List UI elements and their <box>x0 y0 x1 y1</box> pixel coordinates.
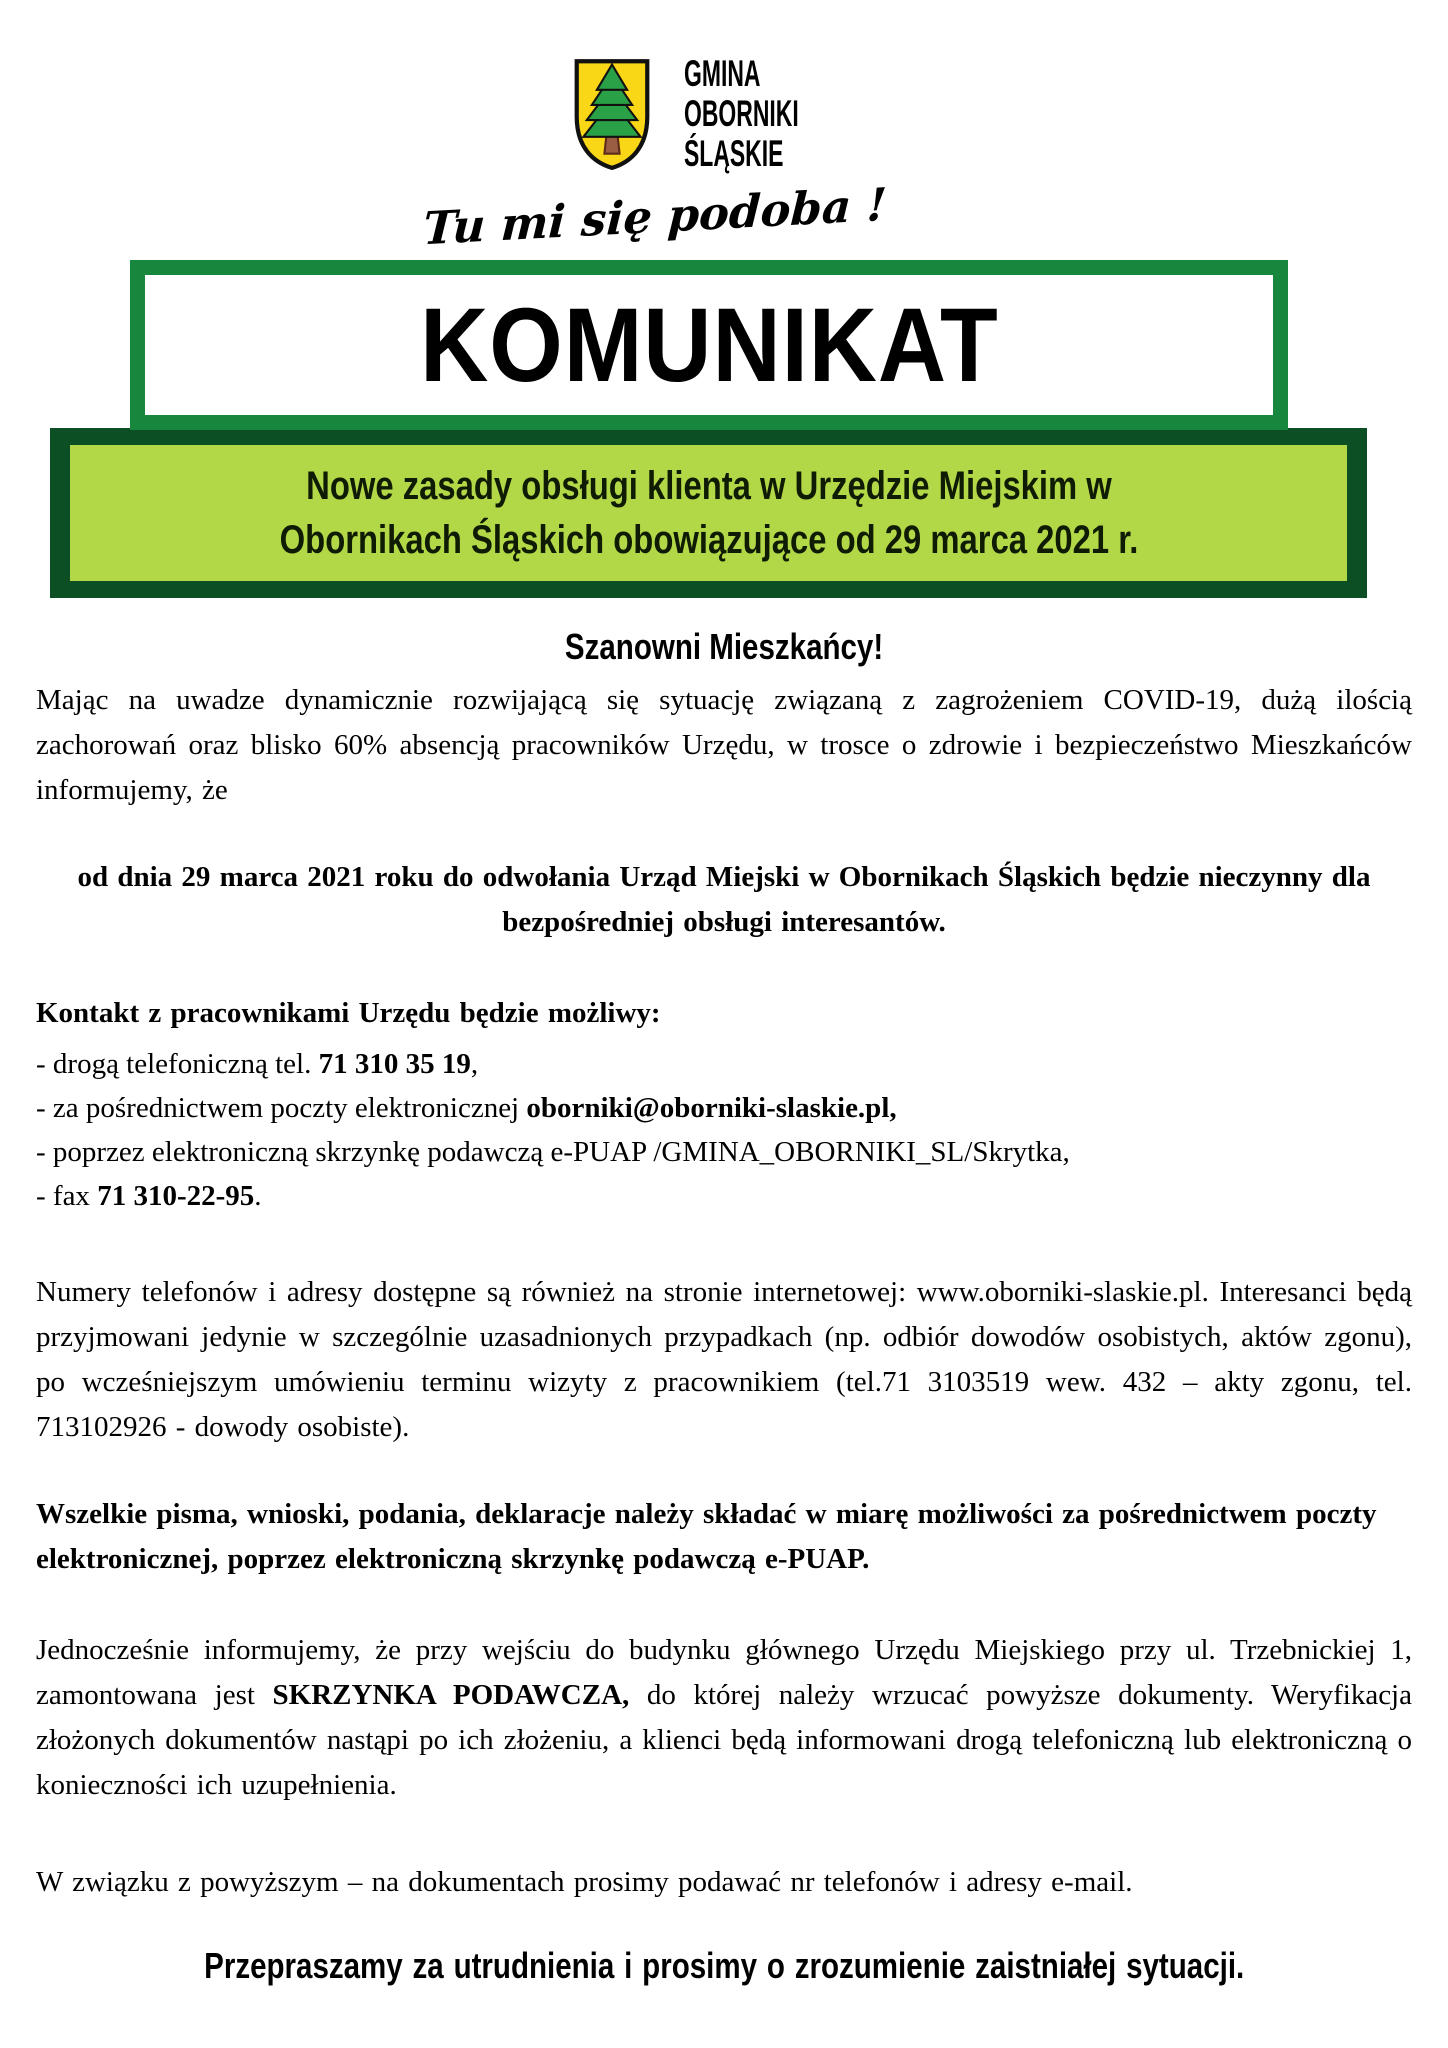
document-body <box>36 626 1412 1992</box>
paragraph-submit-documents: Wszelkie pisma, wnioski, podania, deklaracje należy składać w miarę możliwości za pośrednictwem poczty elektronicznej, poprzez elektroniczną skrzynkę podawczą e-PUAP. <box>36 1498 1377 1575</box>
greeting: Szanowni Mieszkańcy! <box>564 626 884 667</box>
title-box <box>130 260 1288 430</box>
paragraph-website-info: Numery telefonów i adresy dostępne są również na stronie internetowej: www.oborniki-slaskie.pl. Interesanci będą przyjmowani jedynie w szczególnie uzasadnionych przypadkach (np. odbiór dowodów osobistych, aktów zgonu), po wcześniejszym umówieniu terminu wizyty z pracownikiem (tel.71 3103519 wew. 432 – akty zgonu, tel. 713102926 - dowody osobiste). <box>36 1276 1412 1443</box>
contact-item-fax: - fax 71 310-22-95. <box>36 1180 262 1212</box>
org-name-line3: ŚLĄSKIE <box>684 133 784 174</box>
slogan: Tu mi się podoba ! <box>422 177 888 256</box>
slogan-wrap <box>420 177 890 256</box>
subtitle-banner-inner <box>70 445 1347 581</box>
page-title: KOMUNIKAT <box>419 286 999 404</box>
subtitle: Nowe zasady obsługi klienta w Urzędzie Miejskim w Obornikach Śląskich obowiązujące od 29 marca 2021 r. <box>279 464 1138 562</box>
email-address: oborniki@oborniki-slaskie.pl, <box>526 1092 897 1124</box>
closing-apology: Przepraszamy za utrudnienia i prosimy o zrozumienie zaistniałej sytuacji. <box>203 1945 1245 1986</box>
contact-heading: Kontakt z pracownikami Urzędu będzie możliwy: <box>36 997 661 1029</box>
dropbox-name: SKRZYNKA PODAWCZA, <box>272 1679 630 1711</box>
org-name <box>684 54 799 174</box>
header <box>570 42 869 188</box>
fax-number: 71 310-22-95 <box>97 1180 255 1212</box>
org-name-line1: GMINA <box>684 53 761 94</box>
paragraph-provide-contacts: W związku z powyższym – na dokumentach prosimy podawać nr telefonów i adresy e-mail. <box>36 1866 1133 1898</box>
org-name-line2: OBORNIKI <box>684 93 799 134</box>
coat-of-arms-icon <box>570 42 654 188</box>
contact-item-email: - za pośrednictwem poczty elektronicznej oborniki@oborniki-slaskie.pl, <box>36 1092 897 1124</box>
paragraph-intro: Mając na uwadze dynamicznie rozwijającą się sytuację związaną z zagrożeniem COVID-19, dużą ilością zachorowań oraz blisko 60% absencją pracowników Urzędu, w trosce o zdrowie i bezpieczeństwo Mieszkańców informujemy, że <box>36 684 1412 806</box>
subtitle-banner <box>50 428 1367 598</box>
contact-list <box>36 1042 1412 1218</box>
closing-wrap <box>36 1943 1412 1992</box>
paragraph-dropbox: Jednocześnie informujemy, że przy wejściu do budynku głównego Urzędu Miejskiego przy ul. Trzebnickiej 1, zamontowana jest SKRZYNKA PODAWCZA, do której należy wrzucać powyższe dokumenty. Weryfikacja złożonych dokumentów nastąpi po ich złożeniu, a klienci będą informowani drogą telefoniczną lub elektroniczną o konieczności ich uzupełnienia. <box>36 1634 1412 1801</box>
contact-item-phone: - drogą telefoniczną tel. 71 310 35 19, <box>36 1048 479 1080</box>
phone-number: 71 310 35 19 <box>318 1048 471 1080</box>
closure-notice: od dnia 29 marca 2021 roku do odwołania Urząd Miejski w Obornikach Śląskich będzie nieczynny dla bezpośredniej obsługi interesantów. <box>77 861 1371 938</box>
greeting-wrap <box>36 626 1412 668</box>
contact-item-epuap: - poprzez elektroniczną skrzynkę podawczą e-PUAP /GMINA_OBORNIKI_SL/Skrytka, <box>36 1136 1070 1168</box>
